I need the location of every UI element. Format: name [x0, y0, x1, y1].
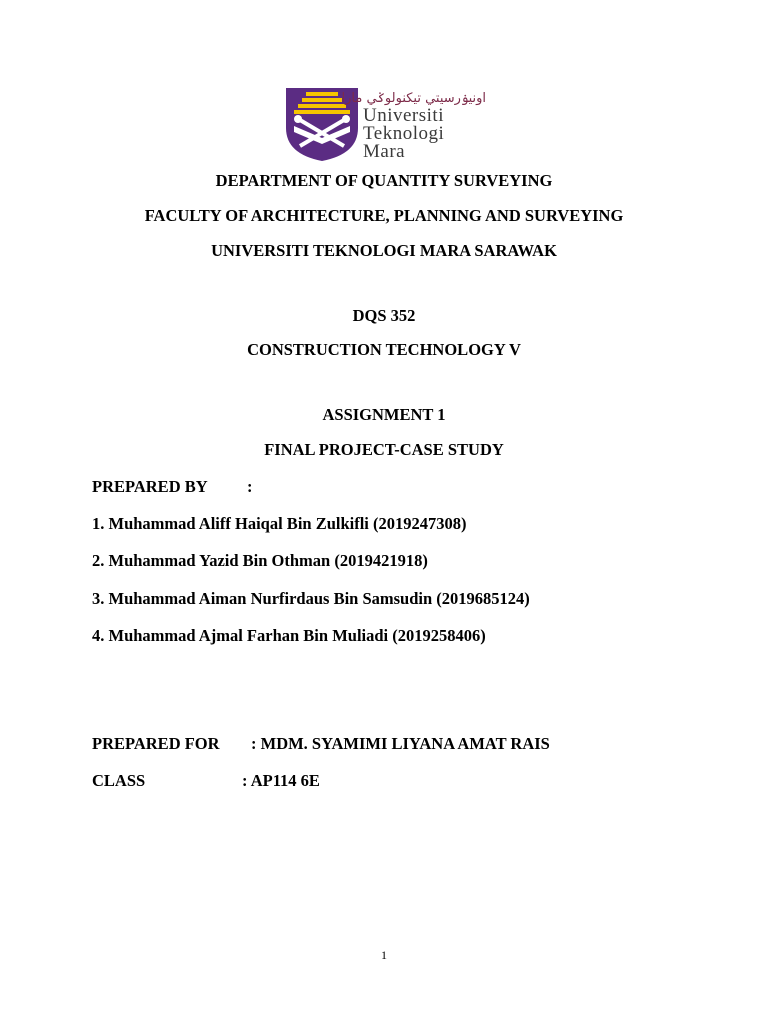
logo-line-universiti: Universiti [363, 105, 444, 126]
course-code: DQS 352 [352, 306, 416, 325]
assignment-subtitle: FINAL PROJECT-CASE STUDY [264, 440, 504, 459]
uitm-logo [284, 86, 494, 162]
logo-line-mara: Mara [363, 141, 406, 162]
logo-jawi-text: اونيۏرسيتي تيكنولوݢي مارا [341, 91, 486, 106]
class-label: CLASS [92, 771, 146, 790]
course-name: CONSTRUCTION TECHNOLOGY V [247, 340, 521, 359]
page-number: 1 [381, 948, 387, 962]
department-heading: DEPARTMENT OF QUANTITY SURVEYING [215, 171, 553, 190]
prepared-for-value: : MDM. SYAMIMI LIYANA AMAT RAIS [251, 734, 550, 753]
prepared-by-separator: : [247, 477, 253, 496]
university-heading: UNIVERSITI TEKNOLOGI MARA SARAWAK [211, 241, 557, 260]
faculty-heading: FACULTY OF ARCHITECTURE, PLANNING AND SURVEYING [144, 206, 624, 225]
member-item: 3. Muhammad Aiman Nurfirdaus Bin Samsudin (2019685124) [92, 589, 530, 608]
prepared-for-label: PREPARED FOR [92, 734, 220, 753]
class-row [92, 771, 320, 791]
assignment-title: ASSIGNMENT 1 [322, 405, 446, 424]
prepared-by-row [92, 477, 253, 497]
prepared-by-label: PREPARED BY [92, 477, 208, 496]
prepared-for-row [92, 734, 550, 754]
class-value: : AP114 6E [242, 771, 320, 790]
member-item: 1. Muhammad Aliff Haiqal Bin Zulkifli (2019247308) [92, 514, 467, 533]
logo-line-teknologi: Teknologi [363, 123, 445, 144]
member-item: 2. Muhammad Yazid Bin Othman (2019421918) [92, 551, 428, 570]
member-item: 4. Muhammad Ajmal Farhan Bin Muliadi (2019258406) [92, 626, 486, 645]
